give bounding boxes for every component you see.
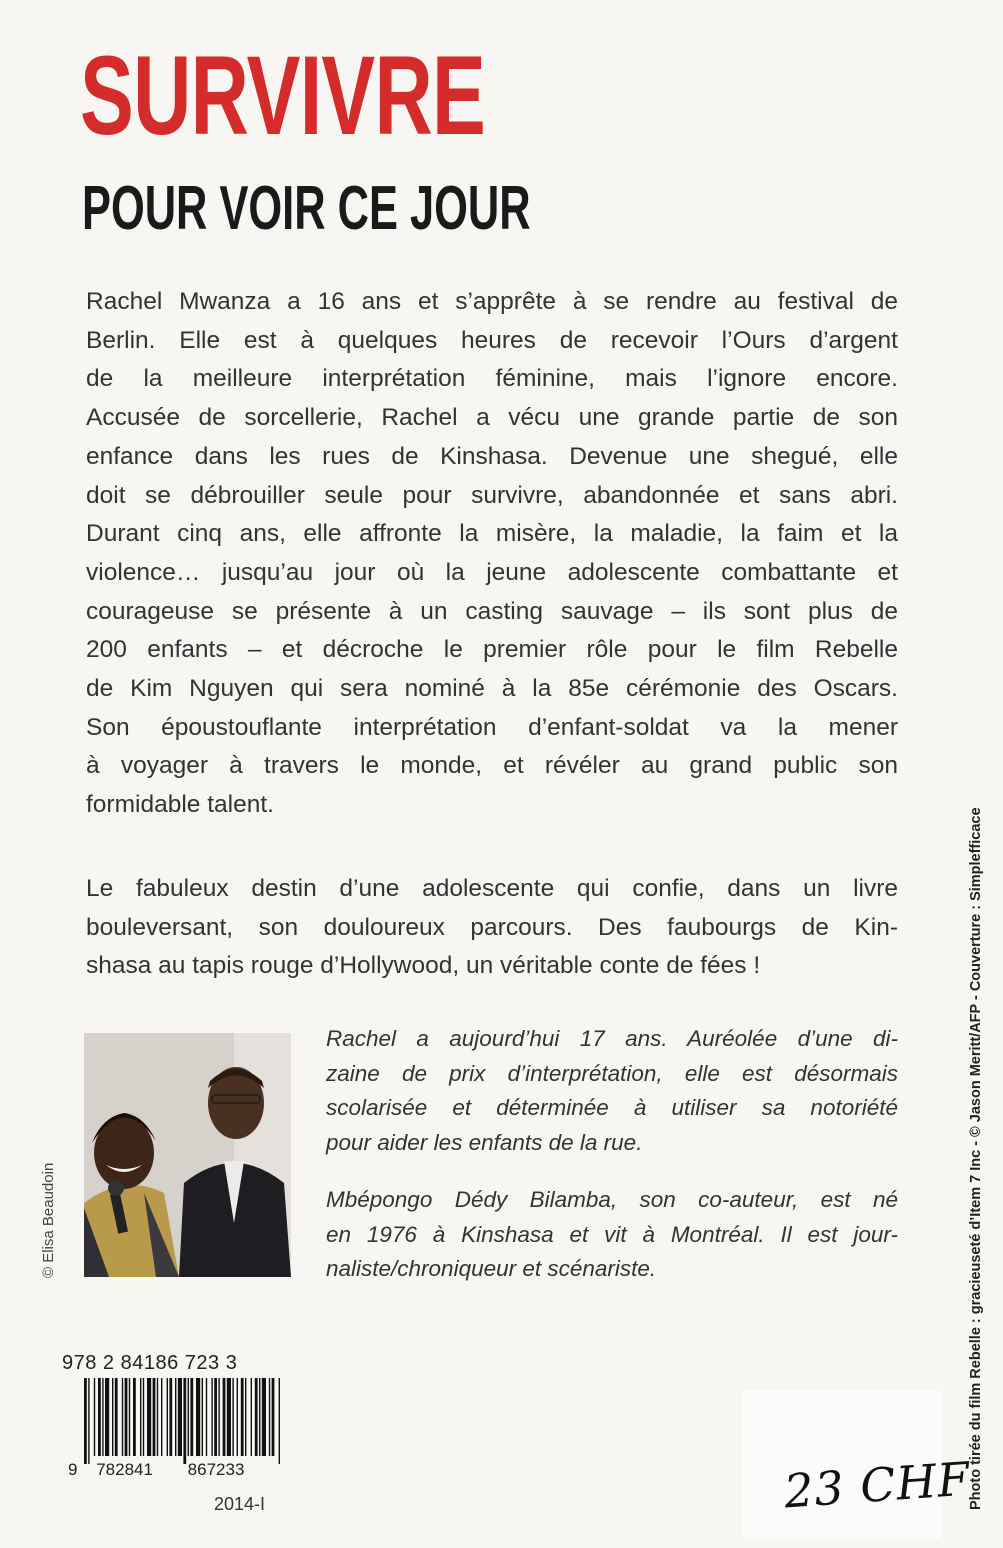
barcode-bar [214,1378,217,1456]
barcode-bar [255,1378,258,1456]
text-line: Mbépongo Dédy Bilamba, son co-auteur, est né [326,1187,898,1212]
barcode-bar [122,1378,123,1456]
cover-credits: Photo tirée du film Rebelle : gracieuseté d’Item 7 Inc - © Jason Meritt/AFP - Couverture : Simplefficace [968,807,984,1510]
text-line: de Kim Nguyen qui sera nominé à la 85e cérémonie des Oscars. [86,675,898,703]
barcode-bar [223,1378,226,1456]
text-line: Accusée de sorcellerie, Rachel a vécu une grande partie de son [86,404,898,432]
barcode-bar [169,1378,172,1456]
text-line: shasa au tapis rouge d’Hollywood, un véritable conte de fées ! [86,952,761,980]
barcode-bar [102,1378,103,1456]
barcode-bar [272,1378,275,1456]
text-line: Rachel Mwanza a 16 ans et s’apprête à se rendre au festival de [86,288,898,315]
barcode-bar [196,1378,200,1456]
barcode-bar [232,1378,233,1456]
barcode-bar [211,1378,212,1456]
author-bio-coauthor [326,1183,898,1287]
text-line: Rachel a aujourd’hui 17 ans. Auréolée d’une di- [326,1026,898,1051]
barcode-bar [279,1378,280,1464]
barcode-bar [251,1378,252,1456]
text-line: naliste/chroniqueur et scénariste. [326,1256,657,1282]
author-bio-rachel [326,1022,898,1160]
barcode-bar [178,1378,182,1456]
author-photo-illustration [84,1033,291,1277]
barcode-bar [262,1378,266,1456]
description-paragraph-2 [86,870,898,986]
barcode-bar [241,1378,244,1456]
text-line: violence… jusqu’au jour où la jeune adolescente combattante et [86,558,898,586]
barcode-bar [115,1378,118,1456]
barcode-bar [94,1378,95,1456]
barcode-bar [112,1378,113,1456]
barcode-bar [84,1378,87,1464]
text-line: Son époustouflante interprétation d’enfant-soldat va la mener [86,713,898,741]
isbn-number: 978 2 84186 723 3 [62,1352,238,1374]
barcode-bar [140,1378,141,1456]
barcode-group-2: 867233 [187,1460,245,1479]
text-line: enfance dans les rues de Kinshasa. Devenue une shegué, elle [86,442,898,470]
barcode-bar [218,1378,219,1456]
barcode-bar [190,1378,193,1456]
barcode-bar [175,1378,176,1456]
description-paragraph-1 [86,283,898,825]
text-line: pour aider les enfants de la rue. [326,1129,643,1155]
photo-credit: © Elisa Beaudoin [40,1162,57,1278]
text-line: bouleversant, son douloureux parcours. Des faubourgs de Kin- [86,913,898,941]
barcode-bar [133,1378,136,1456]
text-line: formidable talent. [86,791,274,819]
text-line: Le fabuleux destin d’une adolescente qui confie, dans un livre [86,875,898,902]
barcode-bar [105,1378,109,1456]
text-line: en 1976 à Kinshasa et vit à Montréal. Il est jour- [326,1221,898,1247]
barcode-bar [183,1378,186,1464]
text-line: 200 enfants – et décroche le premier rôle pour le film Rebelle [86,636,898,664]
book-subtitle: POUR VOIR CE JOUR [82,174,531,243]
handwritten-price: 23 CHF [782,1451,973,1519]
barcode-bar [188,1378,189,1456]
barcode-bar [245,1378,246,1456]
barcode-group-1: 782841 [96,1460,153,1479]
barcode-bar [157,1378,158,1456]
text-line: de la meilleure interprétation féminine, mais l’ignore encore. [86,365,898,393]
barcode-bar [161,1378,162,1456]
barcode-bar [147,1378,151,1456]
text-line: Berlin. Elle est à quelques heures de recevoir l’Ours d’argent [86,326,898,354]
print-code: 2014-I [214,1494,266,1514]
text-line: Durant cinq ans, elle affronte la misère, la maladie, la faim et la [86,520,898,548]
text-line: à voyager à travers le monde, et révéler au grand public son [86,752,898,780]
barcode-bar [153,1378,156,1456]
text-line: courageuse se présente à un casting sauvage – ils sont plus de [86,597,898,625]
barcode-bar [98,1378,101,1456]
barcode [84,1378,280,1464]
barcode-bar [143,1378,144,1456]
text-line: scolarisée et déterminée à utiliser sa notoriété [326,1095,898,1121]
text-line: zaine de prix d’interprétation, elle est désormais [326,1060,898,1086]
barcode-bar [202,1378,203,1456]
barcode-digit-first: 9 [68,1460,78,1479]
barcode-bar [227,1378,231,1456]
author-photo [84,1033,291,1277]
barcode-bar [125,1378,128,1456]
barcode-bar [167,1378,168,1456]
book-title: SURVIVRE [80,33,486,158]
barcode-bar [129,1378,130,1456]
barcode-bar [259,1378,260,1456]
barcode-digits [68,1460,244,1480]
barcode-bar [269,1378,270,1456]
text-line: doit se débrouiller seule pour survivre, abandonnée et sans abri. [86,481,898,509]
barcode-bar [206,1378,207,1456]
barcode-bar [88,1378,89,1464]
barcode-bar [237,1378,238,1456]
